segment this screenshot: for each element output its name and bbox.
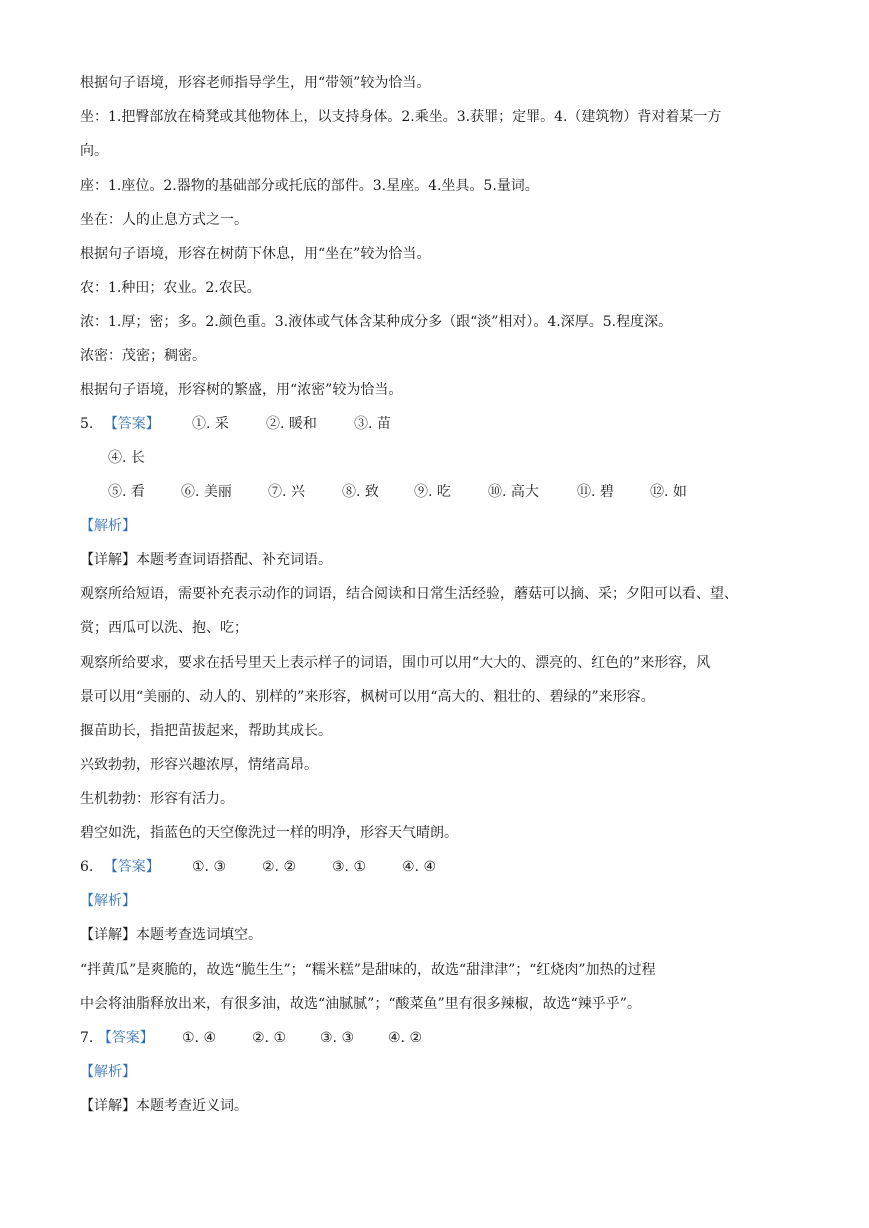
q5-answer-item: ⑩. 高大 xyxy=(488,484,539,500)
q7-answer-item: ②. ① xyxy=(252,1030,287,1046)
q7-detail-heading: 【详解】本题考查近义词。 xyxy=(80,1098,248,1114)
text-line: 根据句子语境，形容在树荫下休息，用“坐在”较为恰当。 xyxy=(80,246,431,262)
q6-answer-tag: 【答案】 xyxy=(103,859,160,875)
q6-analysis-tag: 【解析】 xyxy=(80,893,136,909)
q7-answer-row xyxy=(80,1028,829,1048)
q5-analysis-tag: 【解析】 xyxy=(80,518,136,534)
text-line: 坐：1.把臀部放在椅凳或其他物体上，以支持身体。2.乘坐。3.获罪；定罪。4.（建筑物）背对着某一方 xyxy=(80,109,722,125)
text-line: 揠苗助长，指把苗拔起来，帮助其成长。 xyxy=(80,723,332,739)
q5-answer-item: ②. 暖和 xyxy=(266,416,317,432)
text-line: 浓密：茂密；稠密。 xyxy=(80,348,206,364)
q5-answer-item: ④. 长 xyxy=(108,450,145,466)
text-line: 坐在：人的止息方式之一。 xyxy=(80,212,248,228)
q6-answer-item: ②. ② xyxy=(262,859,297,875)
q5-answer-item: ①. 采 xyxy=(192,416,229,432)
q5-answer-row xyxy=(80,414,829,434)
text-line: 景可以用“美丽的、动人的、别样的”来形容，枫树可以用“高大的、粗壮的、碧绿的”来形容。 xyxy=(80,689,655,705)
q5-number: 5. xyxy=(80,416,94,432)
text-line: 座：1.座位。2.器物的基础部分或托底的部件。3.星座。4.坐具。5.量词。 xyxy=(80,178,539,194)
q6-answer-item: ③. ① xyxy=(332,859,367,875)
text-line: 中会将油脂释放出来，有很多油，故选“油腻腻”；“酸菜鱼”里有很多辣椒，故选“辣乎乎”。 xyxy=(80,996,641,1012)
q7-answer-item: ③. ③ xyxy=(320,1030,355,1046)
q6-number: 6. xyxy=(80,859,94,875)
q5-answer-item: ⑪. 碧 xyxy=(577,484,614,500)
q5-answer-item: ⑦. 兴 xyxy=(268,484,305,500)
q6-answer-item: ①. ③ xyxy=(192,859,227,875)
q5-answer-item: ⑧. 致 xyxy=(342,484,379,500)
text-line: 碧空如洗，指蓝色的天空像洗过一样的明净，形容天气晴朗。 xyxy=(80,825,458,841)
text-line: 根据句子语境，形容树的繁盛，用“浓密”较为恰当。 xyxy=(80,382,403,398)
q5-answer-item: ⑫. 如 xyxy=(650,484,687,500)
q7-answer-tag: 【答案】 xyxy=(97,1030,154,1046)
text-line: 根据句子语境，形容老师指导学生，用“带领”较为恰当。 xyxy=(80,75,431,91)
text-line: 观察所给要求，要求在括号里天上表示样子的词语，围巾可以用“大大的、漂亮的、红色的”来形容，风 xyxy=(80,655,711,671)
text-line: “拌黄瓜”是爽脆的，故选“脆生生”；“糯米糕”是甜味的，故选“甜津津”；“红烧肉”加热的过程 xyxy=(80,962,656,978)
q5-answer-item: ⑨. 吃 xyxy=(414,484,451,500)
q6-answer-item: ④. ④ xyxy=(402,859,437,875)
q5-answer-item: ⑤. 看 xyxy=(108,484,145,500)
text-line: 兴致勃勃，形容兴趣浓厚，情绪高昂。 xyxy=(80,757,318,773)
text-line: 生机勃勃：形容有活力。 xyxy=(80,791,234,807)
q5-answer-item: ③. 苗 xyxy=(354,416,391,432)
text-line: 向。 xyxy=(80,143,108,159)
q7-answer-item: ④. ② xyxy=(388,1030,423,1046)
q5-answer-tag: 【答案】 xyxy=(103,416,160,432)
text-line: 赏；西瓜可以洗、抱、吃； xyxy=(80,620,248,636)
q7-number: 7. xyxy=(80,1030,94,1046)
text-line: 浓：1.厚；密；多。2.颜色重。3.液体或气体含某种成分多（跟“淡”相对）。4.深厚。5.程度深。 xyxy=(80,314,673,330)
q7-answer-item: ①. ④ xyxy=(182,1030,217,1046)
text-line: 农：1.种田；农业。2.农民。 xyxy=(80,280,261,296)
text-line: 观察所给短语，需要补充表示动作的词语，结合阅读和日常生活经验，蘑菇可以摘、采；夕阳可以看、望、 xyxy=(80,586,738,602)
q6-detail-heading: 【详解】本题考查选词填空。 xyxy=(80,927,262,943)
q5-answer-item: ⑥. 美丽 xyxy=(181,484,232,500)
q6-answer-row xyxy=(80,857,829,877)
q5-detail-heading: 【详解】本题考查词语搭配、补充词语。 xyxy=(80,552,332,568)
q7-analysis-tag: 【解析】 xyxy=(80,1064,136,1080)
